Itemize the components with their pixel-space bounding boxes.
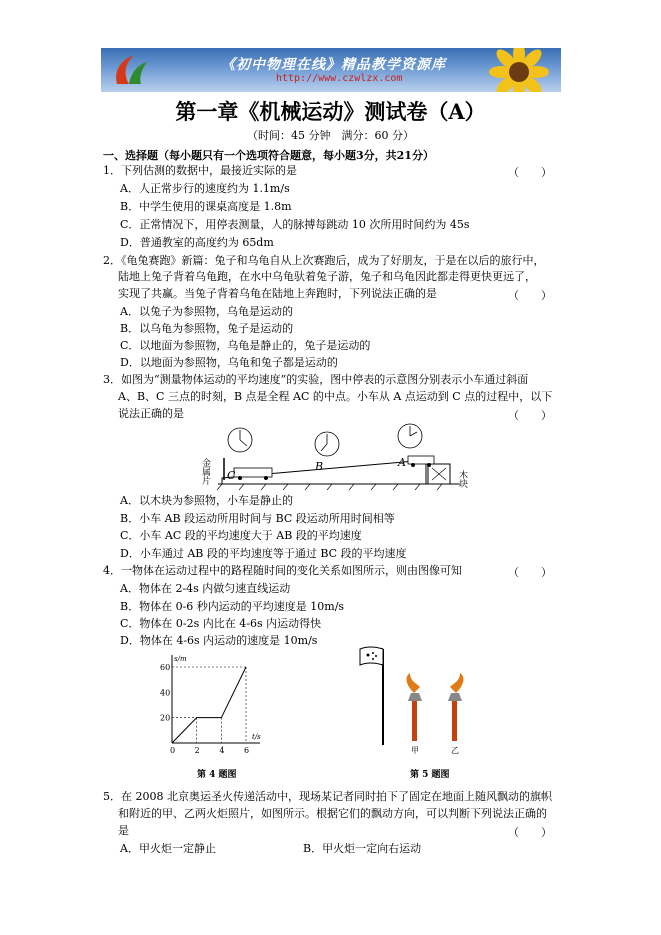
y-tick-label: 20 <box>160 713 171 723</box>
x-tick-label: 0 <box>170 746 176 755</box>
q3-stem-line3: 说法正确的是 <box>118 407 184 420</box>
y-tick-label: 40 <box>160 688 171 698</box>
label-a: A <box>398 456 406 469</box>
q1-stem: 1．下列估测的数据中，最接近实际的是 <box>103 164 297 177</box>
x-tick-label: 2 <box>194 746 200 755</box>
exam-info: （时间：45 分钟 满分：60 分） <box>247 129 414 142</box>
logo-icon <box>111 52 151 88</box>
answer-blank: （ ） <box>508 289 552 302</box>
q5-stem-line3: 是 <box>118 824 129 837</box>
q1-option-a: A．人正常步行的速度约为 1.1m/s <box>120 182 290 195</box>
y-tick-label: 60 <box>160 663 171 672</box>
label-yi: 乙 <box>451 746 459 755</box>
q2-option-c: C．以地面为参照物，乌龟是静止的，兔子是运动的 <box>120 339 371 352</box>
q3-option-a: A．以木块为参照物，小车是静止的 <box>120 494 293 507</box>
q3-stem-line2: A、B、C 三点的时刻，B 点是全程 AC 的中点。小车从 A 点运动到 C 点的过程中，以下 <box>118 390 553 403</box>
banner-title: 《初中物理在线》精品教学资源库 <box>221 57 446 73</box>
y-axis-label: s/m <box>174 655 187 663</box>
label-b: B <box>315 460 324 473</box>
x-axis-label: t/s <box>252 733 261 741</box>
q1-option-b: B．中学生使用的课桌高度是 1.8m <box>120 200 292 213</box>
label-block: 木块 <box>457 470 467 488</box>
series-line <box>172 667 246 743</box>
q5-option-b: B．甲火炬一定向右运动 <box>303 842 422 855</box>
answer-blank: （ ） <box>508 166 552 179</box>
label-metal: 金属片 <box>200 458 210 485</box>
q2-option-a: A．以兔子为参照物，乌龟是运动的 <box>120 305 293 318</box>
answer-blank: （ ） <box>508 409 552 422</box>
section-heading: 一、选择题（每小题只有一个选项符合题意，每小题3分，共21分） <box>103 149 434 162</box>
banner-url: http://www.czwlzx.com <box>276 73 403 84</box>
q3-option-d: D．小车通过 AB 段的平均速度等于通过 BC 段的平均速度 <box>120 547 407 560</box>
q5-option-a: A．甲火炬一定静止 <box>120 842 216 855</box>
flame-jia-icon <box>407 673 420 693</box>
label-c: C <box>227 469 236 482</box>
torch-jia <box>412 701 417 741</box>
q2-option-b: B．以乌龟为参照物，兔子是运动的 <box>120 322 294 335</box>
page-title: 第一章《机械运动》测试卷（A） <box>175 99 486 124</box>
q2-stem-line1: 2．《龟兔赛跑》新篇：兔子和乌龟自从上次赛跑后，成为了好朋友，于是在以后的旅行中， <box>103 254 545 267</box>
q4-option-b: B．物体在 0-6 秒内运动的平均速度是 10m/s <box>120 600 345 613</box>
ground-hatch <box>217 484 442 490</box>
torch-yi <box>452 701 457 741</box>
x-tick-label: 6 <box>244 746 250 755</box>
q3-option-b: B．小车 AB 段运动所用时间与 BC 段运动所用时间相等 <box>120 512 395 525</box>
q2-option-d: D．以地面为参照物，乌龟和兔子都是运动的 <box>120 356 338 369</box>
answer-blank: （ ） <box>508 566 552 579</box>
incline-experiment-figure <box>200 422 480 494</box>
q2-stem-line3: 实现了共赢。当兔子背着乌龟在陆地上奔跑时，下列说法正确的是 <box>118 287 437 300</box>
header-banner <box>101 48 561 92</box>
cart-at-c <box>234 468 272 477</box>
cart-at-a <box>408 456 434 464</box>
q3-option-c: C．小车 AC 段的平均速度大于 AB 段的平均速度 <box>120 529 362 542</box>
fig5-caption: 第 5 题图 <box>410 770 450 780</box>
flame-yi-icon <box>450 673 463 693</box>
q5-stem-line1: 5．在 2008 北京奥运圣火传递活动中，现场某记者同时拍下了固定在地面上随风飘动的旗帜 <box>103 790 552 803</box>
flag-torch-figure <box>350 645 480 757</box>
sunflower-icon <box>477 48 557 92</box>
q4-stem: 4．一物体在运动过程中的路程随时间的变化关系如图所示，则由图像可知 <box>103 564 462 577</box>
q4-option-a: A．物体在 2-4s 内做匀速直线运动 <box>120 582 291 595</box>
label-jia: 甲 <box>411 746 419 755</box>
q4-option-c: C．物体在 0-2s 内比在 4-6s 内运动得快 <box>120 617 322 630</box>
q4-option-d: D．物体在 4-6s 内运动的速度是 10m/s <box>120 634 318 647</box>
distance-time-chart <box>150 645 280 757</box>
q2-stem-line2: 陆地上兔子背着乌龟跑，在水中乌龟驮着兔子游，兔子和乌龟因此都走得更快更远了， <box>118 270 536 283</box>
x-tick-label: 4 <box>219 746 225 755</box>
flag-icon <box>360 647 383 665</box>
fig4-caption: 第 4 题图 <box>197 770 237 780</box>
q3-stem-line1: 3．如图为“测量物体运动的平均速度”的实验，图中停表的示意图分别表示小车通过斜面 <box>103 373 529 386</box>
answer-blank: （ ） <box>508 826 552 839</box>
q1-option-c: C．正常情况下，用停表测量，人的脉搏每跳动 10 次所用时间约为 45s <box>120 218 470 231</box>
q1-option-d: D．普通教室的高度约为 65dm <box>120 236 274 249</box>
q5-stem-line2: 和附近的甲、乙两火炬照片，如图所示。根据它们的飘动方向，可以判断下列说法正确的 <box>118 807 547 820</box>
